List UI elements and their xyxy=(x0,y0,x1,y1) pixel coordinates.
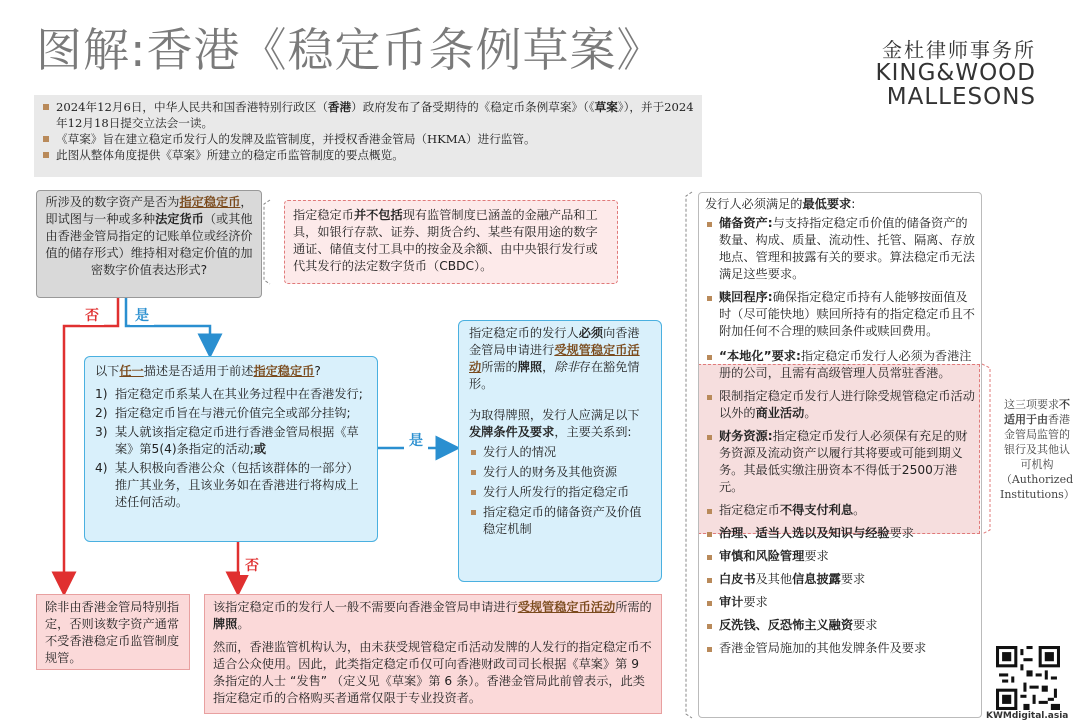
excl-bold: 并不包括 xyxy=(353,208,403,222)
req-item: 香港金管局施加的其他发牌条件及要求 xyxy=(705,640,975,657)
intro-text: 2024年12月6日，中华人民共和国香港特别行政区（ xyxy=(56,100,328,114)
req-item: 审慎和风险管理要求 xyxy=(705,548,975,565)
q2-term: 任一 xyxy=(119,364,144,378)
req-item: 储备资产:与支持指定稳定币价值的储备资产的数量、构成、质量、流动性、托管、隔离、存放地点、管理和披露有关的要求。算法稳定币无法满足这些要求。 xyxy=(705,215,975,283)
intro-bold: 香港 xyxy=(327,100,352,114)
intro-text: ）政府发布了备受期待的《稳定币条例草案》（《 xyxy=(351,100,595,114)
qr-code-icon[interactable] xyxy=(996,646,1060,710)
licensing-item: 指定稳定币的储备资产及价值稳定机制 xyxy=(469,504,651,538)
label-no-1: 否 xyxy=(80,305,104,325)
bracket-left xyxy=(686,192,692,718)
q2-text: 以下 xyxy=(95,364,120,378)
minimum-requirements: 发行人必须满足的最低要求: 储备资产:与支持指定稳定币价值的储备资产的数量、构成、质量、流动性、托管、隔离、存放地点、管理和披露有关的要求。算法稳定币无法满足这些要求。 赎回程序:确保指定稳定币持有人能够按面值及时（尽可能快地）赎回所持有的指定稳定币且不附加任何不合理的赎回条件或赎回费用。 “本地化”要求:指定稳定币发行人必须为香港注册的公司，且需有高级管理人员常驻香港。 限制指定稳定币发行人进行除受规管稳定币活动以外的商业活动。 财务资源:指定稳定币发行人必须保有充足的财务资源及流动资产以履行其将要或可能到期义务。其最低实缴注册资本不得低于2500万港元。 指定稳定币不得支付利息。 治理、适当人选以及知识与经验要求 审慎和风险管理要求 白皮书及其他信息披露要求 审计要求 反洗钱、反恐怖主义融资要求 香港金管局施加的其他发牌条件及要求 xyxy=(698,192,982,718)
q2-text: 描述是否适用于前述 xyxy=(143,364,254,378)
exemption-note: 这三项要求不适用于由香港金管局监管的银行及其他认可机构（Authorized Institutions） xyxy=(1000,398,1075,501)
req-item: 治理、适当人选以及知识与经验要求 xyxy=(705,525,975,542)
req-item: 赎回程序:确保指定稳定币持有人能够按面值及时（尽可能快地）赎回所持有的指定稳定币且不附加任何不合理的赎回条件或赎回费用。 xyxy=(705,289,975,340)
req-item: 限制指定稳定币发行人进行除受规管稳定币活动以外的商业活动。 xyxy=(705,388,975,422)
licensing-box: 指定稳定币的发行人必须向香港金管局申请进行受规管稳定币活动所需的牌照，除非存在豁免情形。 为取得牌照，发行人应满足以下发牌条件及要求，主要关系到: 发行人的情况 发行人的财务及其他资源 发行人所发行的指定稳定币 指定稳定币的储备资产及价值稳定机制 xyxy=(458,320,662,582)
label-no-2: 否 xyxy=(240,555,264,575)
exclusion-box xyxy=(284,200,618,284)
page-title: 图解:香港《稳定币条例草案》 xyxy=(36,23,664,77)
not-regulated-box: 除非由香港金管局特别指定，否则该数字资产通常不受香港稳定币监管制度规管。 xyxy=(36,594,190,670)
licensing-item: 发行人的财务及其他资源 xyxy=(469,464,651,481)
intro-text: 》），并于2024年12月18日提交立法会一读。 xyxy=(56,100,694,130)
req-item: 反洗钱、反恐怖主义融资要求 xyxy=(705,617,975,634)
excl-text: 现有监管制度已涵盖的金融产品和工具，如银行存款、证券、期货合约、某些有限用途的数字通证、储值支付工具中的按金及余额、由中央银行发行或代其发行的法定数字货币（CBDC）。 xyxy=(293,208,598,273)
no-license-box: 该指定稳定币的发行人一般不需要向香港金管局申请进行受规管稳定币活动所需的牌照。 然而，香港监管机构认为，由未获受规管稳定币活动发牌的人发行的指定稳定币不适合公众使用。因此，此类指定稳定币仅可向香港财政司司长根据《草案》第 9 条指定的人士 “发售” （定义见《草案》第 6 条）。香港金管局此前曾表示，此类指定稳定币的合格购买者通常仅限于专业投资者。 xyxy=(204,594,662,714)
intro-bold: 草案 xyxy=(594,100,618,114)
q2-item: 2) 指定稳定币旨在与港元价值完全或部分挂钩; xyxy=(95,406,351,420)
q2-text: ? xyxy=(314,364,321,378)
req-item: 财务资源:指定稳定币发行人必须保有充足的财务资源及流动资产以履行其将要或可能到期义务。其最低实缴注册资本不得低于2500万港元。 xyxy=(705,428,975,496)
q2-item: 4) 某人积极向香港公众（包括该群体的一部分）推广其业务，且该业务如在香港进行将构成上述任何活动。 xyxy=(95,461,359,509)
bracket-side xyxy=(982,364,990,534)
q1-text: ，即试图与一种或多种 xyxy=(45,195,253,226)
label-yes-1: 是 xyxy=(130,305,154,325)
req-item: 指定稳定币不得支付利息。 xyxy=(705,502,975,519)
q2-term: 指定稳定币 xyxy=(253,364,315,378)
logo-chinese: 金杜律师事务所 xyxy=(882,38,1036,62)
q2-item: 1) 指定稳定币系某人在其业务过程中在香港发行; xyxy=(95,387,363,401)
q1-text: （或其他由香港金管局指定的记账单位或经济价值的储存形式）维持相对稳定价值的加密数字价值表达形式? xyxy=(45,212,253,277)
licensing-item: 发行人所发行的指定稳定币 xyxy=(469,484,651,501)
req-item: 审计要求 xyxy=(705,594,975,611)
req-item: 白皮书及其他信息披露要求 xyxy=(705,571,975,588)
logo-english-line2: MALLESONS xyxy=(886,84,1036,110)
licensing-item: 发行人的情况 xyxy=(469,444,651,461)
excl-text: 指定稳定币 xyxy=(293,208,354,222)
bracket-exclusion xyxy=(264,200,270,284)
q1-bold: 法定货币 xyxy=(155,212,204,226)
qr-code-label: KWMdigital.asia xyxy=(986,711,1069,721)
intro-bullet-3: 此图从整体角度提供《草案》所建立的稳定币监管制度的要点概览。 xyxy=(40,147,696,163)
q1-text: 所涉及的数字资产是否为 xyxy=(45,195,180,209)
logo-english-line1: KING&WOOD xyxy=(875,60,1036,86)
intro-bullet-2: 《草案》旨在建立稳定币发行人的发牌及监管制度，并授权香港金管局（HKMA）进行监管。 xyxy=(40,131,696,147)
question-designated-stablecoin xyxy=(36,190,262,298)
label-yes-2: 是 xyxy=(404,430,428,450)
q1-term: 指定稳定币 xyxy=(179,195,241,209)
req-item: “本地化”要求:指定稳定币发行人必须为香港注册的公司，且需有高级管理人员常驻香港。 xyxy=(705,348,975,382)
q2-item: 3) 某人就该指定稳定币进行香港金管局根据《草案》第5(4)条指定的活动;或 xyxy=(95,425,359,456)
question-applicability xyxy=(84,356,378,542)
